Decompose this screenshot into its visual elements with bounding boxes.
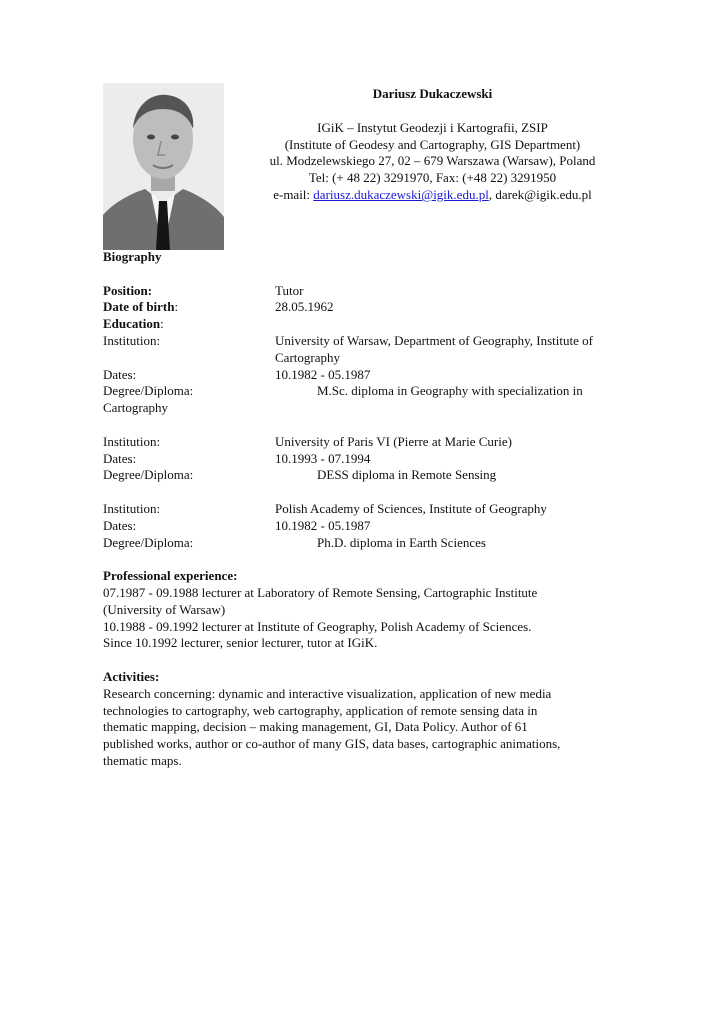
activities-heading: Activities:: [103, 668, 160, 684]
education-label-wrap: [103, 316, 643, 333]
dates-label: Dates:: [103, 366, 137, 382]
institution-value: University of Warsaw, Department of Geography, Institute of Cartography: [275, 332, 593, 365]
position-row: [103, 283, 643, 300]
position-label: Position:: [103, 282, 153, 298]
education-3-institution-row: [103, 501, 643, 518]
degree-value: DESS diploma in Remote Sensing: [317, 467, 497, 483]
institution-value: Polish Academy of Sciences, Institute of Geography: [275, 500, 547, 516]
dob-label-wrap: [103, 299, 275, 316]
experience-line: Since 10.1992 lecturer, senior lecturer, tutor at IGiK.: [103, 635, 378, 651]
institution-value: University of Paris VI (Pierre at Marie Curie): [275, 433, 512, 449]
education-1-institution-row: [103, 333, 643, 367]
dates-value: 10.1982 - 05.1987: [275, 517, 371, 533]
institute-name: IGiK – Instytut Geodezji i Kartografii, ZSIP: [317, 119, 548, 135]
cv-body: [103, 249, 643, 770]
dates-value: 10.1993 - 07.1994: [275, 450, 371, 466]
activities-line: thematic mapping, decision – making management, GI, Data Policy. Author of 61: [103, 719, 528, 735]
dob-value: 28.05.1962: [275, 299, 334, 315]
degree-label: Degree/Diploma:: [103, 467, 194, 483]
dates-label: Dates:: [103, 517, 137, 533]
experience-heading: Professional experience:: [103, 568, 238, 584]
postal-address: ul. Modzelewskiego 27, 02 – 679 Warszawa (Warsaw), Poland: [269, 153, 596, 169]
degree-value: Ph.D. diploma in Earth Sciences: [317, 534, 486, 550]
activities-line: published works, author or co-author of many GIS, data bases, cartographic animations,: [103, 736, 561, 752]
activities-line: Research concerning: dynamic and interactive visualization, application of new media: [103, 685, 552, 701]
degree-label: Degree/Diploma:: [103, 383, 194, 399]
email-separator: ,: [488, 186, 496, 202]
experience-line: (University of Warsaw): [103, 601, 226, 617]
education-label: Education: [103, 316, 161, 332]
portrait-illustration: [103, 83, 224, 250]
biography-heading: Biography: [103, 249, 162, 264]
activities-line: thematic maps.: [103, 752, 182, 768]
email-link[interactable]: dariusz.dukaczewski@igik.edu.pl: [313, 186, 489, 202]
institution-label: Institution:: [103, 433, 161, 449]
education-1-dates-row: [103, 367, 643, 384]
degree-value: M.Sc. diploma in Geography with specialization in: [317, 383, 583, 399]
dob-row: [103, 299, 643, 316]
education-colon: :: [160, 316, 164, 332]
education-1-degree-row: [103, 383, 643, 400]
phone-fax: Tel: (+ 48 22) 3291970, Fax: (+48 22) 3291950: [308, 170, 557, 186]
portrait-photo: [103, 83, 224, 250]
education-3-degree-row: [103, 535, 643, 552]
institute-name-english: (Institute of Geodesy and Cartography, GIS Department): [284, 136, 581, 152]
position-value: Tutor: [275, 282, 304, 298]
degree-label: Degree/Diploma:: [103, 534, 194, 550]
experience-line: 07.1987 - 09.1988 lecturer at Laboratory of Remote Sensing, Cartographic Institute: [103, 584, 538, 600]
institution-label: Institution:: [103, 332, 161, 348]
experience-line: 10.1988 - 09.1992 lecturer at Institute of Geography, Polish Academy of Sciences.: [103, 618, 532, 634]
education-3-dates-row: [103, 518, 643, 535]
dates-value: 10.1982 - 05.1987: [275, 366, 371, 382]
person-name: Dariusz Dukaczewski: [372, 86, 493, 101]
contact-header: [230, 86, 635, 204]
email-label: e-mail:: [273, 186, 314, 202]
education-2-dates-row: [103, 451, 643, 468]
dob-label: Date of birth: [103, 299, 175, 315]
degree-value-continued: Cartography: [103, 400, 168, 416]
education-2-institution-row: [103, 434, 643, 451]
dob-colon: :: [174, 299, 179, 315]
institution-label: Institution:: [103, 500, 161, 516]
email-secondary: darek@igik.edu.pl: [495, 186, 592, 202]
education-2-degree-row: [103, 467, 643, 484]
activities-line: technologies to cartography, web cartography, application of remote sensing data in: [103, 702, 538, 718]
email-line: [230, 187, 635, 204]
dates-label: Dates:: [103, 450, 137, 466]
